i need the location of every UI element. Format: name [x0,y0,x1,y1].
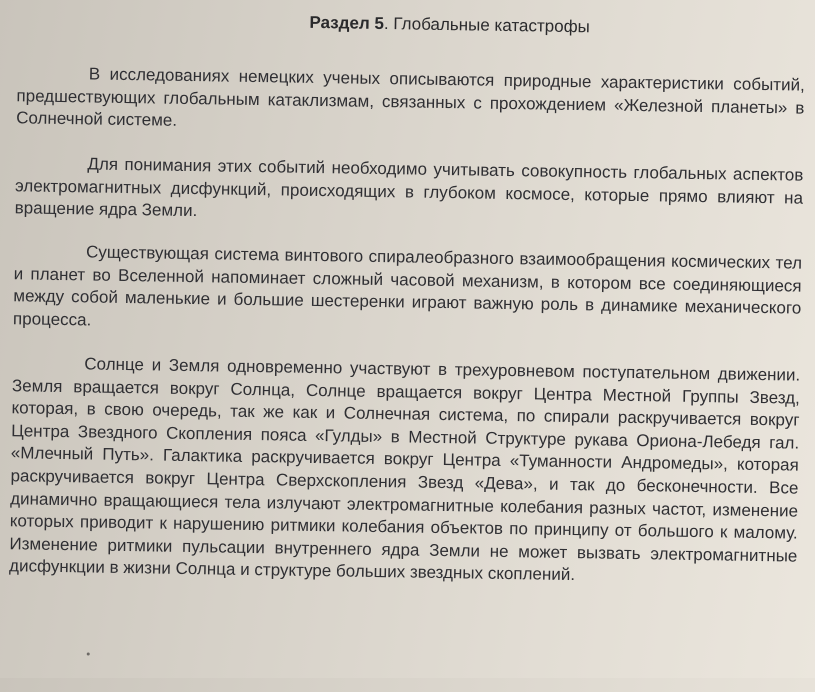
section-label: Раздел 5 [309,12,385,34]
ink-dot [87,652,90,655]
paragraph: В исследованиях немецких ученых описываются природные характеристики событий, предшествующих глобальным катаклизмам, связанных с прохождением «Железной планеты» в Солнечной системе. [16,64,805,130]
paragraph: Для понимания этих событий необходимо учитывать совокупность глобальных аспектов электромагнитных дисфункций, происходящих в глубоком космосе, которые прямо влияют на вращение ядра Земли. [14,154,804,221]
paragraph: Солнце и Земля одновременно участвуют в трехуровневом поступательном движении. Земля вращается вокруг Солнца, Солнце вращается вокруг Центра Местной Группы Звезд, которая, в свою очередь, так же как и Солнечная система, по спирали раскручивается вокруг Центра Звездного Скопления пояса «Гулды» в Местной Структуре рукава Ориона-Лебедя гал. «Млечный Путь». Галактика раскручивается вокруг Центра «Туманности Андромеды», которая раскручивается вокруг Центра Сверхскопления Звезд «Дева», и так до бесконечности. Все динамично вращающиеся тела излучают электромагнитные колебания разных частот, изменение которых приводит к нарушению ритмики колебания объектов по принципу от большого к малому. Изменение ритмики пульсации внутреннего ядра Земли не может вызвать электромагнитные дисфункции в жизни Солнца и структуре больших звездных скоплений. [8,354,801,585]
section-heading [0,8,815,42]
paragraph: Существующая система винтового спиралеобразного взаимообращения космических тел и планет во Вселенной напоминает сложный часовой механизм, в котором все соединяющиеся между собой маленькие и большие шестеренки играют важную роль в динамике механического процесса. [12,242,803,330]
section-title: . Глобальные катастрофы [383,14,591,37]
